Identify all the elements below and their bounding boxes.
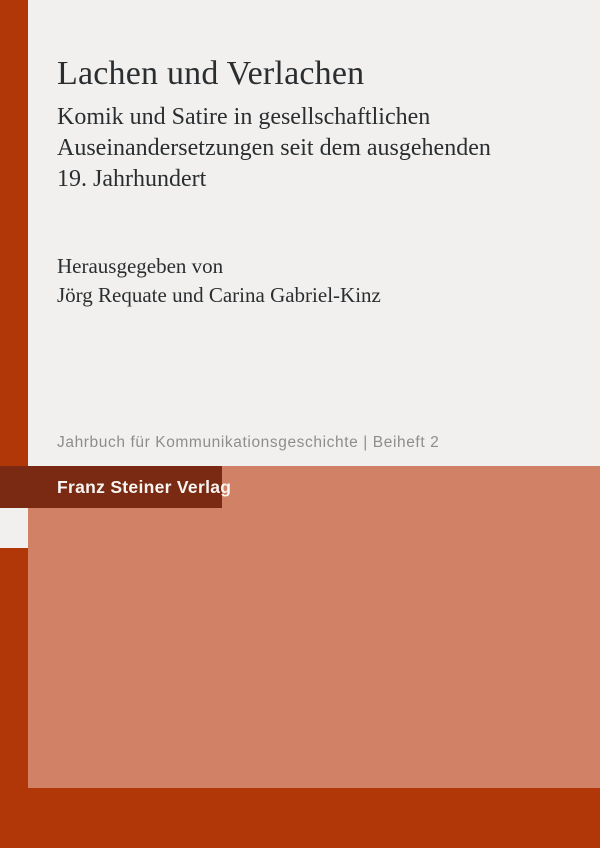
subtitle-line-2: Auseinandersetzungen seit dem ausgehenden	[57, 135, 491, 161]
subtitle-line-1: Komik und Satire in gesellschaftlichen	[57, 104, 431, 130]
editors-block	[57, 252, 381, 310]
book-title: Lachen und Verlachen	[57, 55, 365, 92]
editors-label: Herausgegeben von	[57, 254, 224, 278]
cover-bottom-panel	[28, 466, 600, 788]
publisher-banner	[0, 466, 232, 508]
editors-names: Jörg Requate und Carina Gabriel-Kinz	[57, 283, 381, 307]
series-line: Jahrbuch für Kommunikationsgeschichte | Beiheft 2	[57, 434, 440, 451]
spine-gray-notch	[0, 508, 28, 548]
subtitle-line-3: 19. Jahrhundert	[57, 166, 207, 192]
book-subtitle	[57, 102, 491, 195]
publisher-name: Franz Steiner Verlag	[57, 476, 232, 497]
